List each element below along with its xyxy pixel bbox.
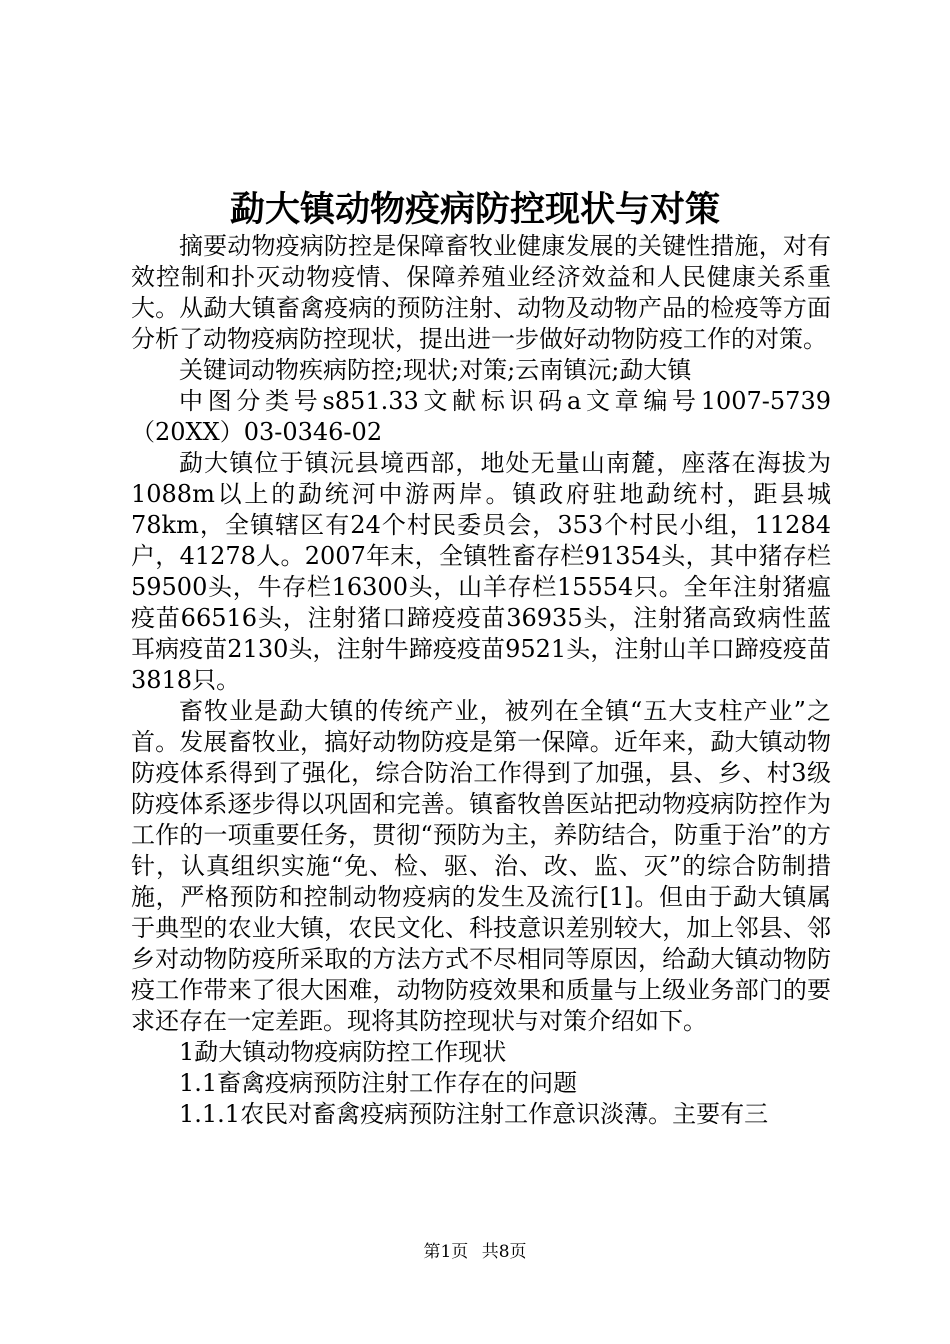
classification-line: 中图分类号s851.33文献标识码a文章编号1007-5739（20XX）03-0346-02: [131, 387, 831, 446]
page-total: 共8页: [481, 1242, 527, 1262]
page-number: 第1页: [423, 1242, 469, 1262]
page-footer: [0, 1240, 950, 1264]
body-paragraph: 勐大镇位于镇沅县境西部，地处无量山南麓，座落在海拔为1088m以上的勐统河中游两岸。镇政府驻地勐统村，距县城78km，全镇辖区有24个村民委员会，353个村民小组，11284户，41278人。2007年末，全镇牲畜存栏91354头，其中猪存栏59500头，牛存栏16300头，山羊存栏15554只。全年注射猪瘟疫苗66516头，注射猪口蹄疫疫苗36935头，注射猪高致病性蓝耳病疫苗2130头，注射牛蹄疫疫苗9521头，注射山羊口蹄疫疫苗3818只。: [131, 449, 831, 694]
body-paragraph: 畜牧业是勐大镇的传统产业，被列在全镇“五大支柱产业”之首。发展畜牧业，搞好动物防疫是第一保障。近年来，勐大镇动物防疫体系得到了强化，综合防治工作得到了加强，县、乡、村3级防疫体系逐步得以巩固和完善。镇畜牧兽医站把动物疫病防控作为工作的一项重要任务，贯彻“预防为主，养防结合，防重于治”的方针，认真组织实施“免、检、驱、治、改、监、灭”的综合防制措施，严格预防和控制动物疫病的发生及流行[1]。但由于勐大镇属于典型的农业大镇，农民文化、科技意识差别较大，加上邻县、邻乡对动物防疫所采取的方法方式不尽相同等原因，给勐大镇动物防疫工作带来了很大困难，动物防疫效果和质量与上级业务部门的要求还存在一定差距。现将其防控现状与对策介绍如下。: [131, 697, 831, 1035]
abstract-paragraph: 摘要动物疫病防控是保障畜牧业健康发展的关键性措施，对有效控制和扑灭动物疫情、保障养殖业经济效益和人民健康关系重大。从勐大镇畜禽疫病的预防注射、动物及动物产品的检疫等方面分析了动物疫病防控现状，提出进一步做好动物防疫工作的对策。: [131, 232, 831, 353]
document-title: 勐大镇动物疫病防控现状与对策: [229, 189, 720, 230]
document-body: [131, 231, 831, 1130]
subsection-heading: 1.1畜禽疫病预防注射工作存在的问题: [179, 1069, 578, 1097]
sub-subsection-paragraph: 1.1.1农民对畜禽疫病预防注射工作意识淡薄。主要有三: [179, 1100, 769, 1128]
keywords-line: 关键词动物疾病防控;现状;对策;云南镇沅;勐大镇: [179, 356, 692, 384]
section-heading: 1勐大镇动物疫病防控工作现状: [179, 1038, 507, 1066]
